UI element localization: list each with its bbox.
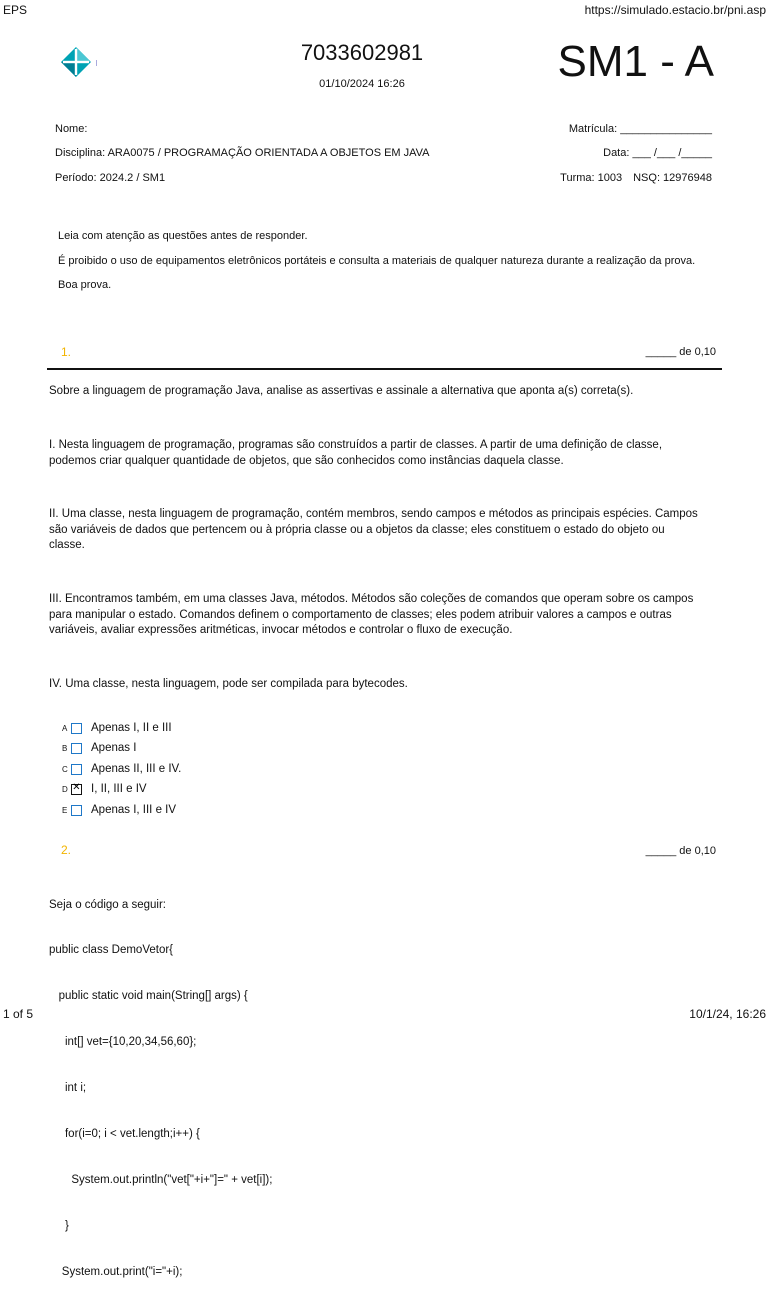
periodo: Período: 2024.2 / SM1 xyxy=(55,172,166,184)
option-d[interactable]: D ✕ I, II, III e IV xyxy=(62,781,147,797)
checkbox-icon[interactable] xyxy=(71,723,82,734)
turma-nsq xyxy=(560,172,712,184)
code-snippet xyxy=(49,867,272,1295)
assertion-3: III. Encontramos também, em uma classes Java, métodos. Métodos são coleções de comandos que operam sobre os campos para manipular o estado. Comandos definem o comportamento de classes; eles podem atribuir valores a campos e outras variáveis, avaliar expressões aritméticas, invocar métodos e controlar o fluxo de execução. xyxy=(49,593,694,636)
assertion-4: IV. Uma classe, nesta linguagem, pode ser compilada para bytecodes. xyxy=(49,678,408,690)
nsq: NSQ: 12976948 xyxy=(633,172,712,184)
exam-code: 7033602981 xyxy=(300,40,424,65)
question-score: _____ de 0,10 xyxy=(645,845,716,857)
option-a[interactable]: A Apenas I, II e III xyxy=(62,722,172,734)
code-line: Seja o código a seguir: xyxy=(49,898,166,911)
question-divider xyxy=(47,368,722,370)
code-line: int[] vet={10,20,34,56,60}; xyxy=(49,1036,197,1049)
browser-title: EPS xyxy=(3,3,28,17)
browser-url: https://simulado.estacio.br/pni.asp xyxy=(584,3,766,17)
checkbox-icon[interactable] xyxy=(71,743,82,754)
print-datetime: 10/1/24, 16:26 xyxy=(689,1007,766,1021)
turma: Turma: 1003 xyxy=(560,172,623,184)
instruction-line: Leia com atenção as questões antes de responder. xyxy=(58,230,308,242)
question-score: _____ de 0,10 xyxy=(645,346,716,358)
code-line: public static void main(String[] args) { xyxy=(49,990,248,1003)
matricula-label: Matrícula: _______________ xyxy=(568,123,712,135)
code-line: public class DemoVetor{ xyxy=(49,944,174,957)
checkbox-icon[interactable] xyxy=(71,805,82,816)
code-line: System.out.println("vet["+i+"]=" + vet[i]); xyxy=(49,1173,273,1186)
disciplina: Disciplina: ARA0075 / PROGRAMAÇÃO ORIENTADA A OBJETOS EM JAVA xyxy=(55,147,430,159)
assertion-1: I. Nesta linguagem de programação, programas são construídos a partir de classes. A partir de uma definição de classe, podemos criar qualquer quantidade de objetos, que são conhecidos como instâncias daquela classe. xyxy=(49,439,663,467)
page-indicator: 1 of 5 xyxy=(3,1007,34,1021)
assertion-2: II. Uma classe, nesta linguagem de programação, contém membros, sendo campos e métodos as principais espécies. Campos são variáveis de dados que pertencem ou à própria classe ou a objetos da classe; eles constituem o estado do objeto ou classe. xyxy=(49,508,698,551)
estacio-logo xyxy=(60,46,92,78)
exam-version: SM1 - A xyxy=(557,37,714,86)
question-number: 1. xyxy=(61,345,72,359)
option-e[interactable]: E Apenas I, III e IV xyxy=(62,804,177,816)
question-stem: Sobre a linguagem de programação Java, analise as assertivas e assinale a alternativa que aponta a(s) correta(s). xyxy=(49,385,634,397)
checkbox-icon[interactable] xyxy=(71,764,82,775)
code-line: for(i=0; i < vet.length;i++) { xyxy=(49,1128,200,1141)
nome-label: Nome: xyxy=(55,123,88,135)
code-line: int i; xyxy=(49,1082,87,1095)
exam-date: 01/10/2024 16:26 xyxy=(319,78,405,90)
code-line: } xyxy=(49,1219,69,1232)
logo-divider xyxy=(96,60,97,66)
option-b[interactable]: B Apenas I xyxy=(62,742,137,754)
code-line: System.out.print("i="+i); xyxy=(49,1265,183,1278)
data-label: Data: ___ /___ /_____ xyxy=(603,147,712,159)
instruction-line: É proibido o uso de equipamentos eletrônicos portáteis e consulta a materiais de qualquer natureza durante a realização da prova. xyxy=(58,255,696,267)
checked-checkbox-icon[interactable] xyxy=(71,784,82,795)
instruction-line: Boa prova. xyxy=(58,279,112,291)
question-number: 2. xyxy=(61,843,72,857)
option-c[interactable]: C Apenas II, III e IV. xyxy=(62,763,182,775)
